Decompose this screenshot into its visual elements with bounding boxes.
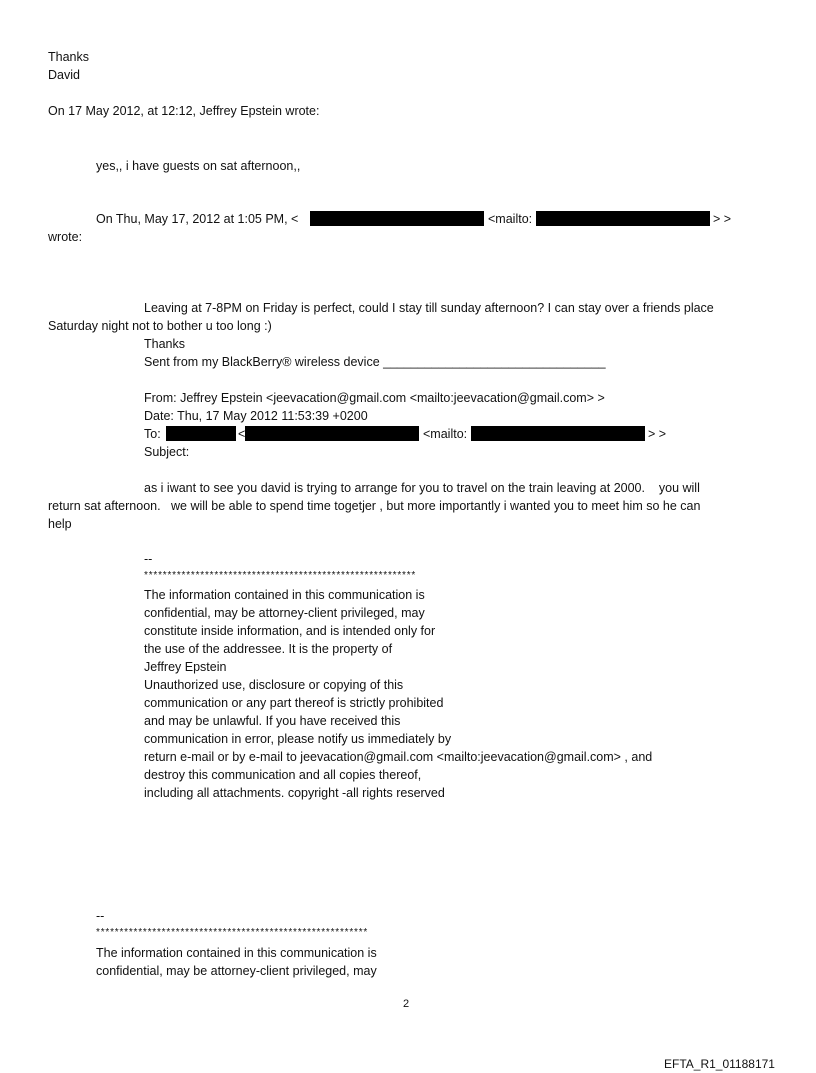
redaction-box	[245, 426, 419, 441]
message-line2: return sat afternoon. we will be able to spend time togetjer , but more importantly i wanted you to meet him so he can	[48, 499, 701, 513]
page-number: 2	[403, 998, 410, 1010]
forward-to-bracket: <	[238, 427, 246, 441]
quote2-body-thanks: Thanks	[144, 337, 185, 351]
disclaimer-inner-line: communication in error, please notify us immediately by	[144, 732, 452, 746]
disclaimer-outer-dashes: --	[96, 909, 105, 923]
quote2-header-wrote: wrote:	[48, 230, 83, 244]
forward-from: From: Jeffrey Epstein <jeevacation@gmail.com <mailto:jeevacation@gmail.com> >	[144, 391, 605, 405]
disclaimer-outer-stars: **********************************************************	[96, 927, 369, 938]
disclaimer-inner-line: return e-mail or by e-mail to jeevacation@gmail.com <mailto:jeevacation@gmail.com> , and	[144, 750, 653, 764]
disclaimer-inner-line: the use of the addressee. It is the property of	[144, 642, 393, 656]
disclaimer-inner-line: confidential, may be attorney-client privileged, may	[144, 606, 425, 620]
disclaimer-outer-line: The information contained in this communication is	[96, 946, 377, 960]
forward-subject: Subject:	[144, 445, 190, 459]
disclaimer-inner-line: Unauthorized use, disclosure or copying of this	[144, 678, 404, 692]
quote2-body-line1: Leaving at 7-8PM on Friday is perfect, could I stay till sunday afternoon? I can stay over a friends place	[144, 301, 714, 315]
redaction-box	[310, 211, 484, 226]
quote2-body-signature: Sent from my BlackBerry® wireless device ________________________________	[144, 355, 606, 369]
forward-to-label: To:	[144, 427, 161, 441]
disclaimer-inner-line: including all attachments. copyright -all rights reserved	[144, 786, 445, 800]
redaction-box	[536, 211, 710, 226]
quote2-body-line2: Saturday night not to bother u too long :)	[48, 319, 272, 333]
disclaimer-outer-line: confidential, may be attorney-client privileged, may	[96, 964, 377, 978]
forward-to-mailto: <mailto:	[423, 427, 468, 441]
disclaimer-inner-line: and may be unlawful. If you have received this	[144, 714, 401, 728]
disclaimer-inner-line: The information contained in this communication is	[144, 588, 425, 602]
forward-date: Date: Thu, 17 May 2012 11:53:39 +0200	[144, 409, 368, 423]
document-id: EFTA_R1_01188171	[664, 1057, 775, 1071]
message-line3: help	[48, 517, 72, 531]
disclaimer-inner-line: communication or any part thereof is strictly prohibited	[144, 696, 444, 710]
quote2-header-prefix: On Thu, May 17, 2012 at 1:05 PM, <	[96, 212, 299, 226]
quote1-body: yes,, i have guests on sat afternoon,,	[96, 159, 301, 173]
disclaimer-inner-dashes: --	[144, 552, 153, 566]
message-line1: as i iwant to see you david is trying to arrange for you to travel on the train leaving at 2000. you will	[144, 481, 700, 495]
disclaimer-inner-line: Jeffrey Epstein	[144, 660, 227, 674]
quote2-header-suffix: > >	[713, 212, 732, 226]
disclaimer-inner-line: destroy this communication and all copies thereof,	[144, 768, 422, 782]
redaction-box	[471, 426, 645, 441]
disclaimer-inner-line: constitute inside information, and is intended only for	[144, 624, 436, 638]
closing-thanks: Thanks	[48, 50, 89, 64]
redaction-box	[166, 426, 236, 441]
closing-name: David	[48, 68, 80, 82]
forward-to-suffix: > >	[648, 427, 667, 441]
disclaimer-inner-stars: **********************************************************	[144, 570, 417, 581]
quote2-header-mailto: <mailto:	[488, 212, 533, 226]
quote1-header: On 17 May 2012, at 12:12, Jeffrey Epstein wrote:	[48, 104, 320, 118]
